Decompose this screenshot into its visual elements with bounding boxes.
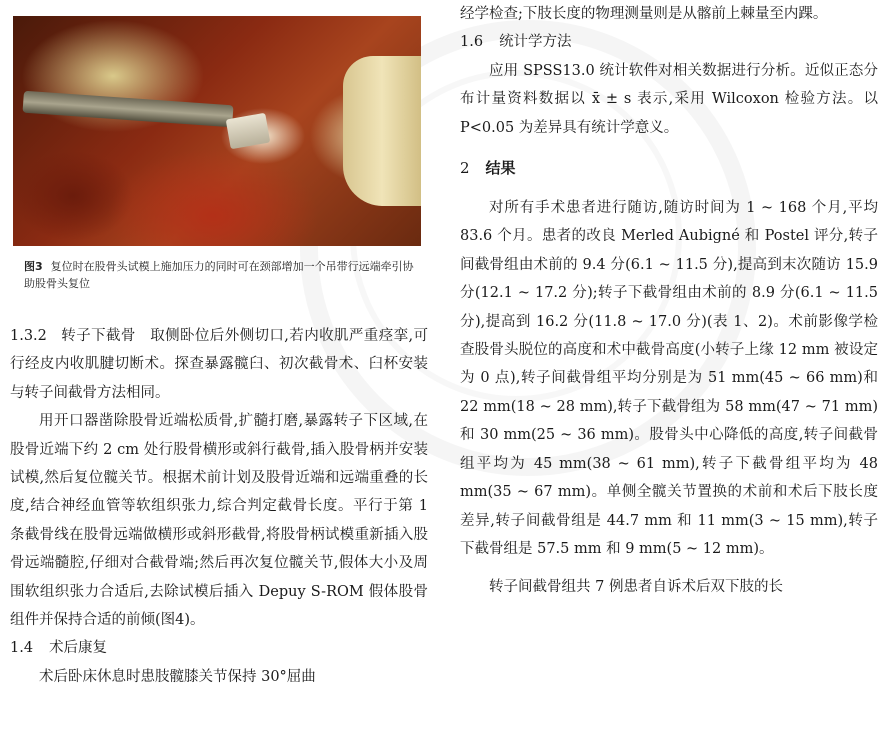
- surgical-photo: [13, 16, 421, 246]
- section-2-title: 结果: [485, 159, 516, 178]
- section-2-number: 2: [460, 159, 470, 178]
- right-column: [460, 0, 878, 602]
- figure-label: 图3: [24, 260, 43, 273]
- surgical-gauze: [343, 56, 421, 206]
- section-1-4-title: 术后康复: [49, 640, 108, 657]
- section-1-4-number: 1.4: [10, 640, 34, 657]
- section-1-3-2: [10, 322, 428, 407]
- femoral-head-trial: [226, 113, 271, 149]
- rehab-paragraph: 术后卧床休息时患肢髋膝关节保持 30°屈曲: [39, 668, 316, 685]
- statistics-paragraph: 应用 SPSS13.0 统计软件对相关数据进行分析。近似正态分布计量资料数据以 x̄ ± s 表示,采用 Wilcoxon 检验方法。以 P<0.05 为差异具有统计学意义。: [460, 62, 878, 136]
- section-1-3-2-title: 转子下截骨: [60, 328, 136, 344]
- section-1-6-title: 统计学方法: [499, 34, 572, 51]
- section-1-3-2-text: 取侧卧位后外侧切口,若内收肌严重痉挛,可行经皮内收肌腱切断术。探查暴露髋臼、初次截骨术、臼杯安装与转子间截骨方法相同。: [10, 328, 429, 401]
- section-2-heading: [460, 154, 878, 182]
- figure-caption-text: 复位时在股骨头试模上施加压力的同时可在颈部增加一个吊带行远端牵引协助股骨头复位: [24, 260, 414, 290]
- figure-caption: [24, 258, 419, 292]
- results-paragraph-2: 转子间截骨组共 7 例患者自诉术后双下肢的长: [489, 579, 783, 596]
- left-column: [10, 322, 428, 691]
- section-1-6-heading: [460, 28, 878, 56]
- section-1-4-heading: [10, 634, 428, 662]
- continued-paragraph: 经学检查;下肢长度的物理测量则是从髂前上棘量至内踝。: [460, 6, 828, 22]
- section-1-3-2-number: 1.3.2: [10, 328, 47, 344]
- retractor-instrument: [22, 91, 233, 128]
- section-1-6-number: 1.6: [460, 34, 484, 51]
- results-paragraph: 对所有手术患者进行随访,随访时间为 1 ~ 168 个月,平均 83.6 个月。患者的改良 Merled Aubigné 和 Postel 评分,转子间截骨组由术前的 9.4 分(6.1 ~ 11.5 分),提高到末次随访 15.9 分(12.1 ~ 17.2 分);转子下截骨组由术前的 8.9 分(6.1 ~ 11.5 分),提高到 16.2 分(11.8 ~ 17.0 分)(表 1、2)。术前影像学检查股骨头脱位的高度和术中截骨高度(小转子上缘 12 mm 被设定为 0 点),转子间截骨组平均分别是为 51 mm(45 ~ 66 mm)和 22 mm(18 ~ 28 mm),转子下截骨组为 58 mm(47 ~ 71 mm)和 30 mm(25 ~ 36 mm)。股骨头中心降低的高度,转子间截骨组平均为 45 mm(38 ~ 61 mm),转子下截骨组平均为 48 mm(35 ~ 67 mm)。单侧全髋关节置换的术前和术后下肢长度差异,转子间截骨组是 44.7 mm 和 11 mm(3 ~ 15 mm),转子下截骨组是 57.5 mm 和 9 mm(5 ~ 12 mm)。: [460, 200, 878, 557]
- osteotomy-paragraph: 用开口器凿除股骨近端松质骨,扩髓打磨,暴露转子下区域,在股骨近端下约 2 cm 处行股骨横形或斜行截骨,插入股骨柄并安装试模,然后复位髋关节。根据术前计划及股骨近端和远端重叠的长度,结合神经血管等软组织张力,综合判定截骨长度。平行于第 1 条截骨线在股骨远端做横形或斜形截骨,将股骨柄试模重新插入股骨远端髓腔,仔细对合截骨端;然后再次复位髋关节,假体大小及周围软组织张力合适后,去除试模后插入 Depuy S-ROM 假体股骨组件并保持合适的前倾(图4)。: [10, 413, 428, 629]
